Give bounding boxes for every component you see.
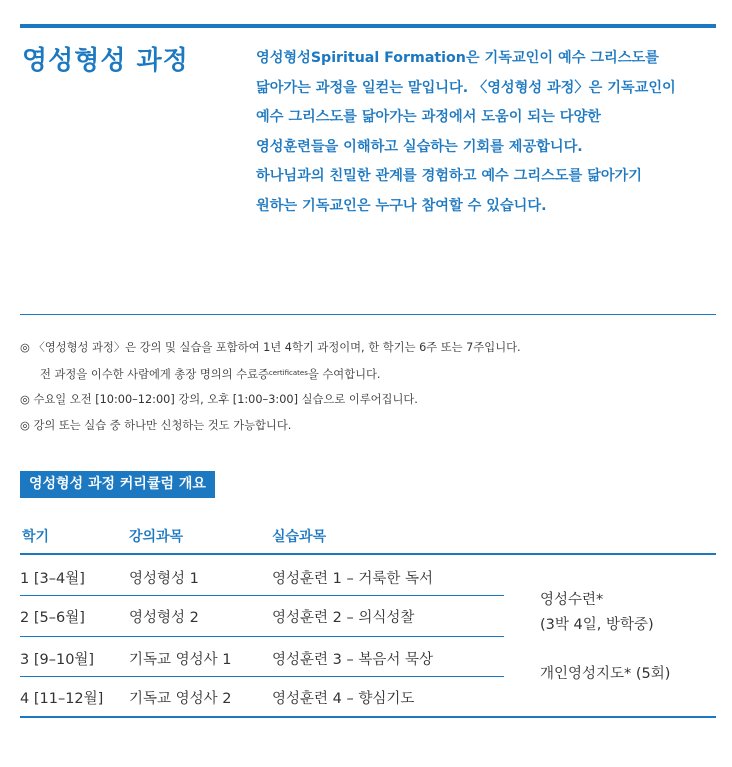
spiritual-direction-label: 개인영성지도* (5회) — [540, 666, 671, 682]
retreat-detail: (3박 4일, 방학중) — [540, 617, 654, 633]
row-divider — [20, 676, 504, 677]
page-title: 영성형성 과정 — [22, 46, 189, 76]
note-line-certificate — [20, 361, 521, 388]
cell-lecture: 기독교 영성사 1 — [129, 652, 232, 668]
note-text: 을 수여합니다. — [307, 367, 381, 381]
course-notes — [20, 335, 521, 438]
cell-term: 1 [3–4월] — [20, 571, 85, 587]
note-line: ◎ 〈영성형성 과정〉은 강의 및 실습을 포함하여 1년 4학기 과정이며, 한 학기는 6주 또는 7주입니다. — [20, 341, 521, 354]
cell-practice: 영성훈련 2 – 의식성찰 — [272, 610, 415, 626]
cell-term: 2 [5–6월] — [20, 610, 85, 626]
intro-line: 하나님과의 친밀한 관계를 경험하고 예수 그리스도를 닮아가기 — [256, 168, 642, 184]
cell-lecture: 영성형성 2 — [129, 610, 199, 626]
table-header-rule — [20, 553, 716, 555]
curriculum-heading: 영성형성 과정 커리큘럼 개요 — [20, 471, 215, 498]
intro-line: 원하는 기독교인은 누구나 참여할 수 있습니다. — [256, 197, 547, 214]
intro-line: 예수 그리스도를 닮아가는 과정에서 도움이 되는 다양한 — [256, 109, 601, 125]
cell-practice: 영성훈련 4 – 향심기도 — [272, 691, 415, 707]
note-line: ◎ 강의 또는 실습 중 하나만 신청하는 것도 가능합니다. — [20, 418, 292, 432]
cell-practice: 영성훈련 1 – 거룩한 독서 — [272, 571, 433, 587]
note-text: 전 과정을 이수한 사람에게 총장 명의의 수료증 — [40, 367, 269, 381]
note-superscript: certificates — [268, 368, 308, 377]
row-divider — [20, 636, 504, 637]
cell-term: 3 [9–10월] — [20, 652, 95, 668]
column-header-lecture: 강의과목 — [129, 529, 184, 545]
note-line: ◎ 수요일 오전 [10:00–12:00] 강의, 오후 [1:00–3:00] 실습으로 이루어집니다. — [20, 393, 418, 406]
intro-line: 영성형성Spiritual Formation은 기독교인이 예수 그리스도를 — [256, 50, 659, 66]
cell-term: 4 [11–12월] — [20, 691, 104, 707]
top-rule — [20, 24, 716, 28]
retreat-label: 영성수련* — [540, 592, 604, 608]
row-divider — [20, 595, 504, 596]
intro-line: 닮아가는 과정을 일컫는 말입니다. 〈영성형성 과정〉은 기독교인이 — [256, 79, 676, 96]
cell-practice: 영성훈련 3 – 복음서 묵상 — [272, 652, 433, 668]
intro-line: 영성훈련들을 이해하고 실습하는 기회를 제공합니다. — [256, 138, 583, 155]
table-bottom-rule — [20, 716, 716, 718]
intro-paragraph — [256, 44, 716, 221]
cell-lecture: 영성형성 1 — [129, 571, 199, 587]
column-header-term: 학기 — [22, 529, 50, 545]
column-header-practice: 실습과목 — [272, 529, 327, 545]
section-divider — [20, 314, 716, 315]
cell-lecture: 기독교 영성사 2 — [129, 691, 232, 707]
